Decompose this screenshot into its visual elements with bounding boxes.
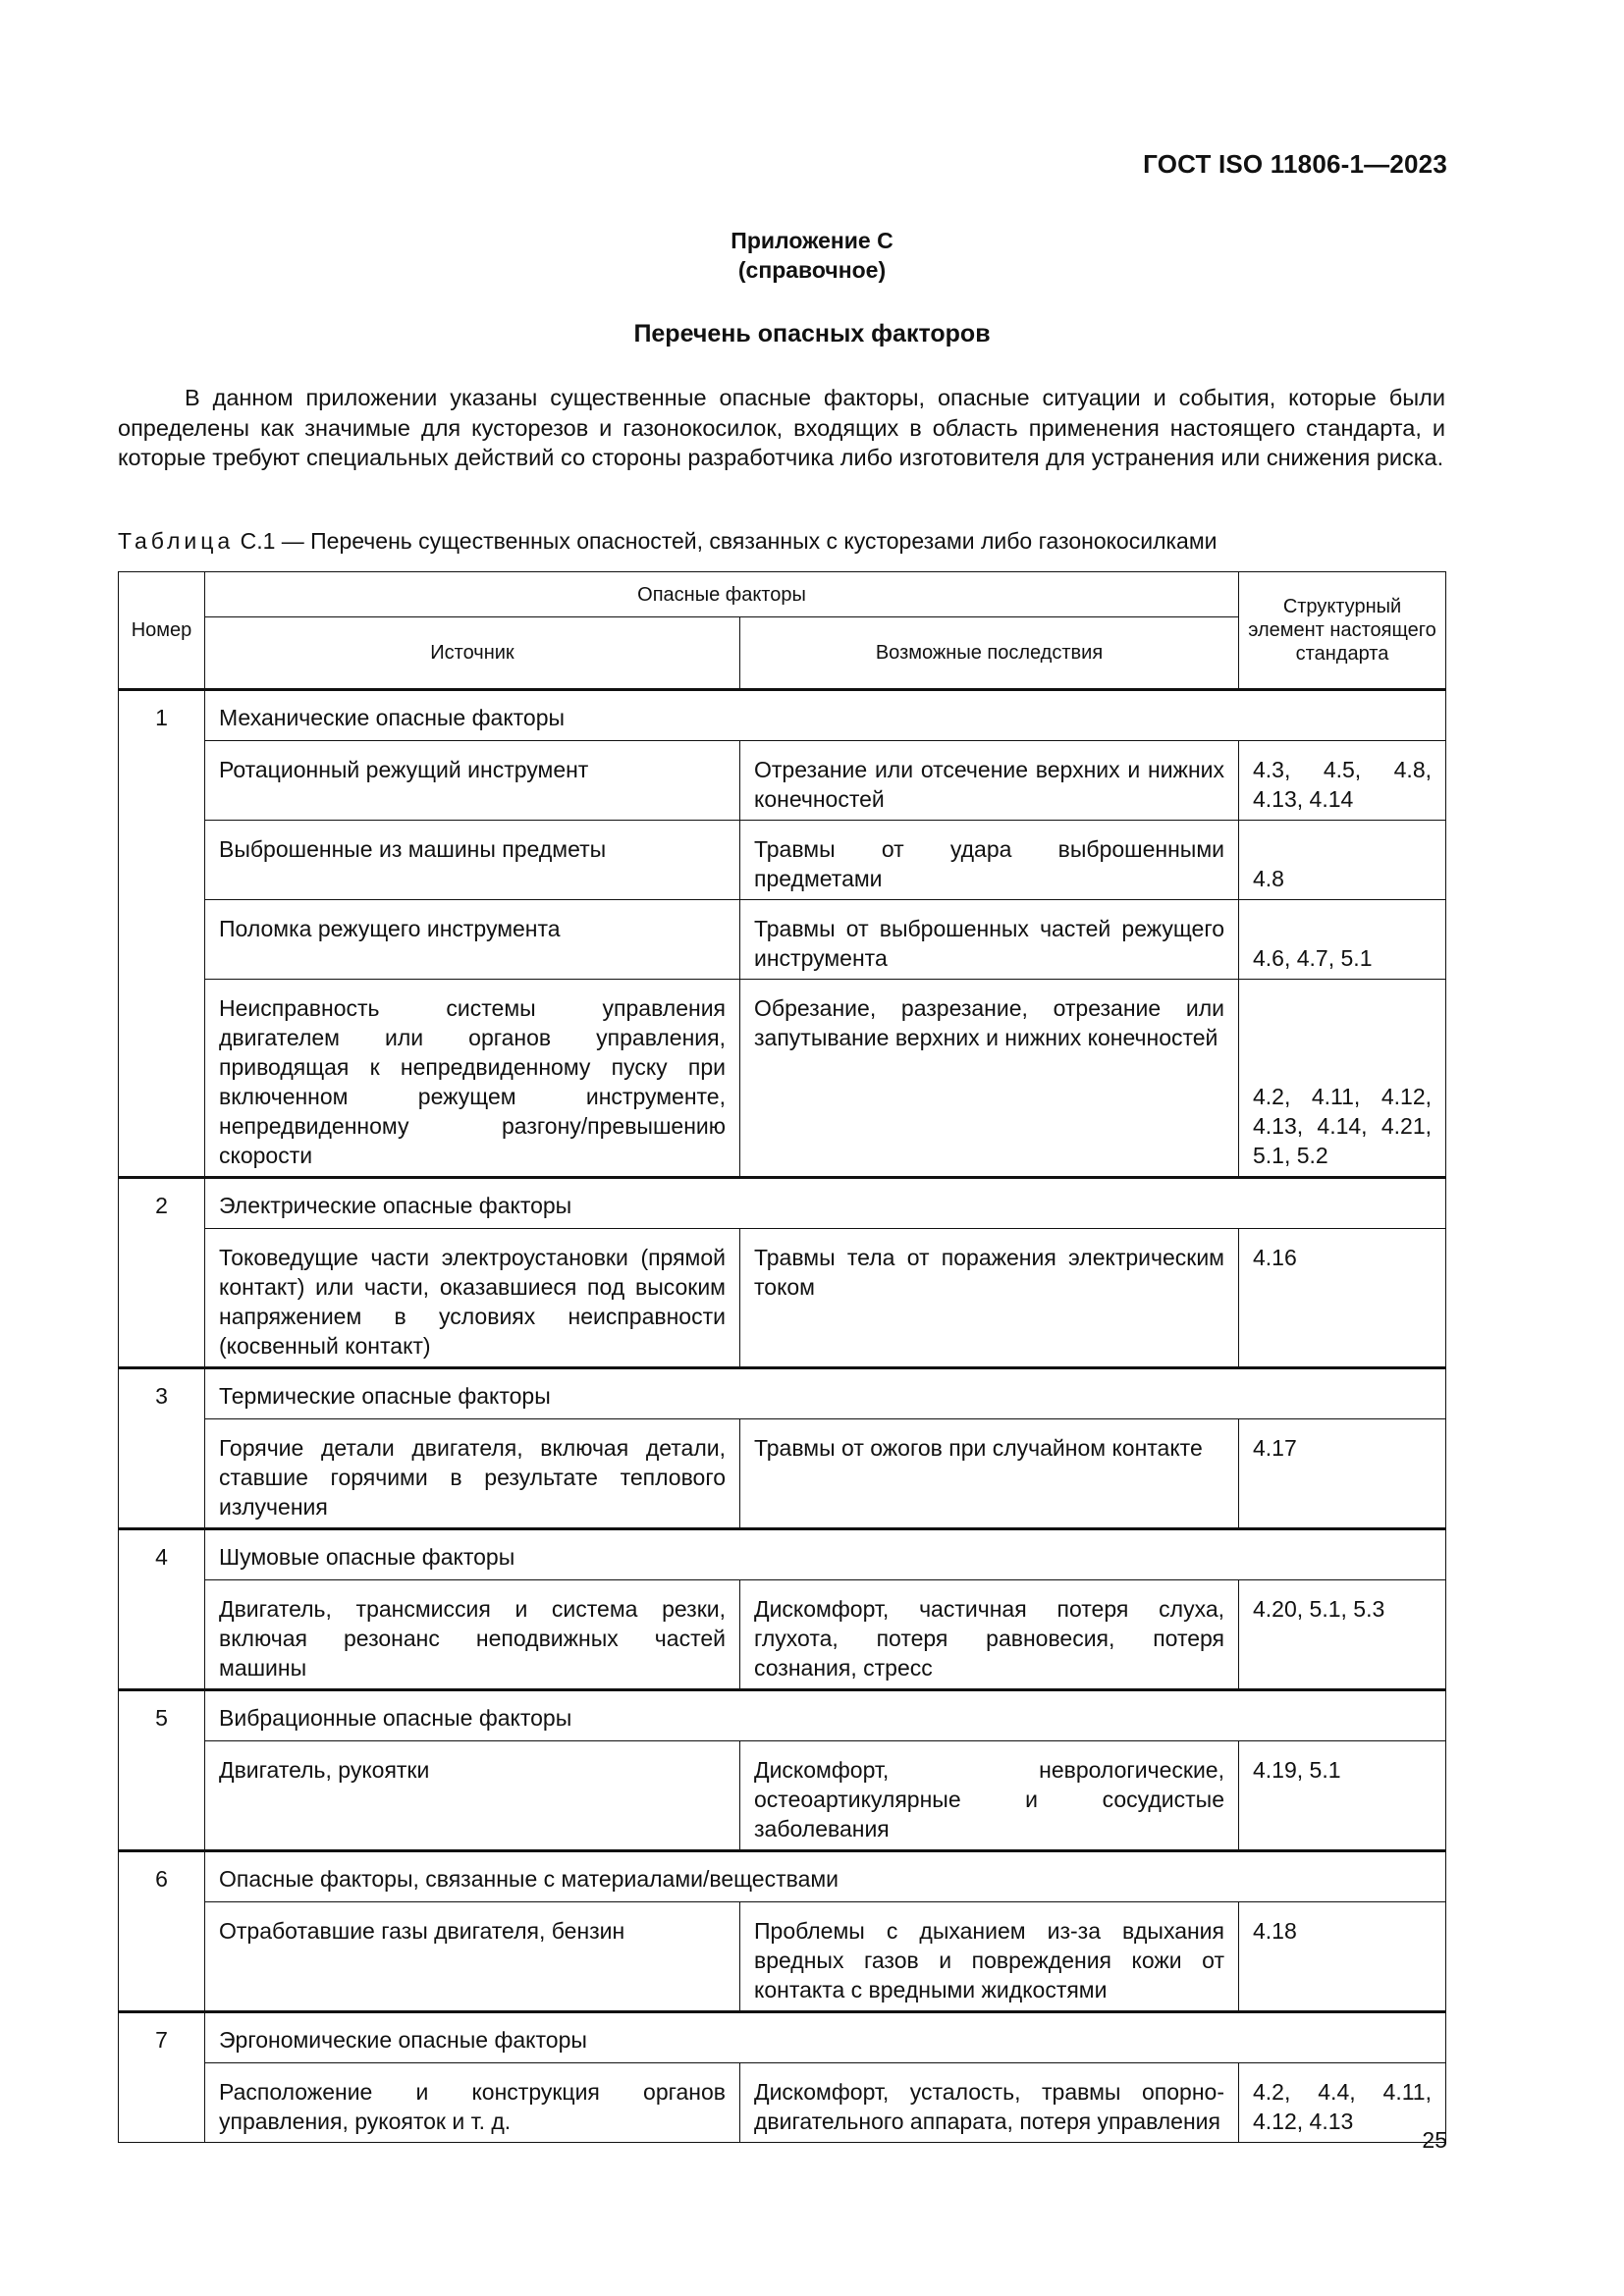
standard-reference: 4.20, 5.1, 5.3	[1239, 1580, 1446, 1690]
page-number: 25	[1422, 2127, 1447, 2153]
table-row	[119, 1580, 1446, 1690]
hazard-source: Двигатель, трансмиссия и система резки, включая резонанс неподвижных частей машины	[205, 1580, 740, 1690]
table-group-row	[119, 690, 1446, 741]
header-hazards: Опасные факторы	[205, 572, 1239, 617]
group-number: 2	[119, 1178, 205, 1368]
group-title: Термические опасные факторы	[205, 1368, 1446, 1419]
intro-paragraph: В данном приложении указаны существенные опасные факторы, опасные ситуации и события, которые были определены как значимые для кусторезов и газонокосилок, входящих в область применения настоящего стандарта, и которые требуют специальных действий со стороны разработчика либо изготовителя для устранения или снижения риска.	[118, 385, 1445, 470]
group-title: Механические опасные факторы	[205, 690, 1446, 741]
table-header	[119, 572, 1446, 690]
hazard-source: Поломка режущего инструмента	[205, 900, 740, 980]
hazard-consequence: Отрезание или отсечение верхних и нижних конечностей	[740, 741, 1239, 821]
hazard-consequence: Травмы от выброшенных частей режущего инструмента	[740, 900, 1239, 980]
standard-reference: 4.2, 4.4, 4.11, 4.12, 4.13	[1239, 2063, 1446, 2143]
table-row	[119, 1229, 1446, 1368]
hazard-source: Расположение и конструкция органов управления, рукояток и т. д.	[205, 2063, 740, 2143]
table-row	[119, 1741, 1446, 1851]
group-number: 1	[119, 690, 205, 1178]
doc-code: ГОСТ ISO 11806-1—2023	[1143, 149, 1447, 179]
table-group-row	[119, 1368, 1446, 1419]
appendix-subtitle: (справочное)	[737, 257, 887, 283]
group-title: Эргономические опасные факторы	[205, 2012, 1446, 2063]
standard-reference: 4.19, 5.1	[1239, 1741, 1446, 1851]
hazard-source: Двигатель, рукоятки	[205, 1741, 740, 1851]
header-number: Номер	[119, 572, 205, 690]
standard-reference: 4.8	[1239, 821, 1446, 900]
hazard-consequence: Обрезание, разрезание, отрезание или запутывание верхних и нижних конечностей	[740, 980, 1239, 1178]
header-source: Источник	[205, 617, 740, 690]
table-group-row	[119, 1529, 1446, 1580]
standard-reference: 4.16	[1239, 1229, 1446, 1368]
hazard-source: Горячие детали двигателя, включая детали, ставшие горячими в результате теплового излучения	[205, 1419, 740, 1529]
section-title: Перечень опасных факторов	[633, 320, 991, 347]
hazard-source: Токоведущие части электроустановки (прямой контакт) или части, оказавшиеся под высоким напряжением в условиях неисправности (косвенный контакт)	[205, 1229, 740, 1368]
hazard-consequence: Травмы тела от поражения электрическим током	[740, 1229, 1239, 1368]
table-group-row	[119, 1690, 1446, 1741]
table-group-row	[119, 2012, 1446, 2063]
group-title: Опасные факторы, связанные с материалами/веществами	[205, 1851, 1446, 1902]
table-row	[119, 900, 1446, 980]
appendix-heading	[0, 226, 1624, 285]
hazard-source: Неисправность системы управления двигателем или органов управления, приводящая к непредвиденному пуску при включенном режущем инструменте, непредвиденному разгону/превышению скорости	[205, 980, 740, 1178]
group-title: Шумовые опасные факторы	[205, 1529, 1446, 1580]
hazard-source: Ротационный режущий инструмент	[205, 741, 740, 821]
group-number: 7	[119, 2012, 205, 2143]
standard-reference: 4.2, 4.11, 4.12, 4.13, 4.14, 4.21, 5.1, 5.2	[1239, 980, 1446, 1178]
standard-reference: 4.6, 4.7, 5.1	[1239, 900, 1446, 980]
group-title: Электрические опасные факторы	[205, 1178, 1446, 1229]
hazard-consequence: Травмы от удара выброшенными предметами	[740, 821, 1239, 900]
standard-reference: 4.3, 4.5, 4.8, 4.13, 4.14	[1239, 741, 1446, 821]
appendix-title: Приложение С	[731, 228, 893, 253]
table-caption-prefix: Таблица	[118, 528, 235, 554]
table-row	[119, 1419, 1446, 1529]
hazard-consequence: Дискомфорт, усталость, травмы опорно-двигательного аппарата, потеря управления	[740, 2063, 1239, 2143]
table-caption-text: С.1 — Перечень существенных опасностей, связанных с кусторезами либо газонокосилками	[234, 528, 1218, 554]
table-row	[119, 821, 1446, 900]
hazard-consequence: Проблемы с дыханием из-за вдыхания вредных газов и повреждения кожи от контакта с вредными жидкостями	[740, 1902, 1239, 2012]
group-number: 4	[119, 1529, 205, 1690]
group-number: 6	[119, 1851, 205, 2012]
group-number: 5	[119, 1690, 205, 1851]
hazard-source: Отработавшие газы двигателя, бензин	[205, 1902, 740, 2012]
table-group-row	[119, 1851, 1446, 1902]
table-body	[119, 690, 1446, 2143]
hazard-consequence: Дискомфорт, частичная потеря слуха, глухота, потеря равновесия, потеря сознания, стресс	[740, 1580, 1239, 1690]
table-row	[119, 980, 1446, 1178]
table-row	[119, 741, 1446, 821]
standard-reference: 4.17	[1239, 1419, 1446, 1529]
hazard-source: Выброшенные из машины предметы	[205, 821, 740, 900]
header-consequences: Возможные последствия	[740, 617, 1239, 690]
hazards-table	[118, 571, 1446, 2143]
table-row	[119, 1902, 1446, 2012]
hazard-consequence: Травмы от ожогов при случайном контакте	[740, 1419, 1239, 1529]
header-element: Структурный элемент настоящего стандарта	[1239, 572, 1446, 690]
standard-reference: 4.18	[1239, 1902, 1446, 2012]
table-row	[119, 2063, 1446, 2143]
table-caption	[118, 526, 1218, 556]
table-group-row	[119, 1178, 1446, 1229]
hazard-consequence: Дискомфорт, неврологические, остеоартикулярные и сосудистые заболевания	[740, 1741, 1239, 1851]
group-number: 3	[119, 1368, 205, 1529]
group-title: Вибрационные опасные факторы	[205, 1690, 1446, 1741]
